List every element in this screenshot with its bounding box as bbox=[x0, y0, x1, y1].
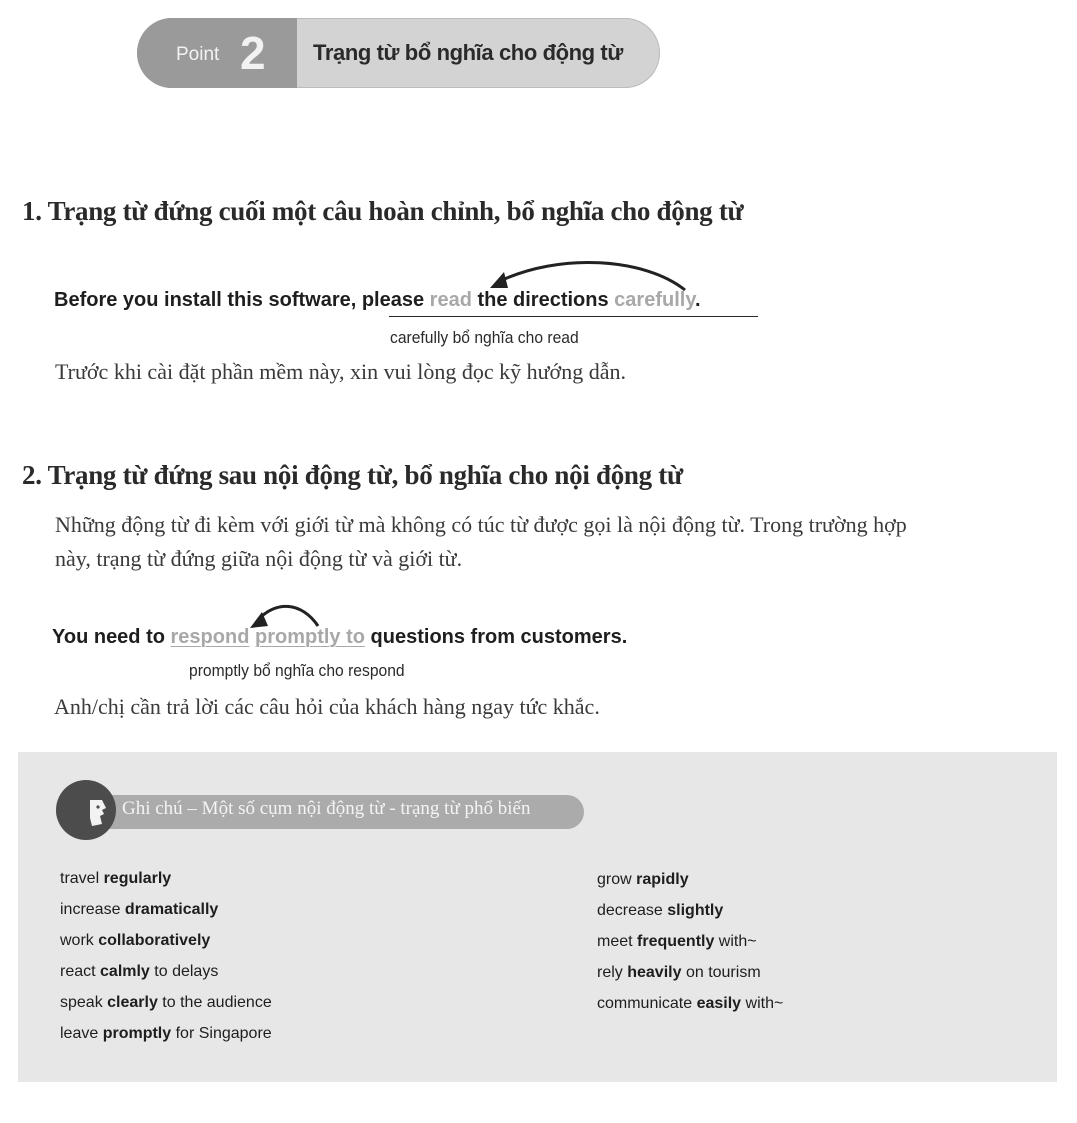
example1-part1: Before you install this software, bbox=[54, 289, 362, 311]
section2-heading: 2. Trạng từ đứng sau nội động từ, bổ nghĩa cho nội động từ bbox=[22, 460, 683, 490]
speaking-face-icon bbox=[84, 798, 110, 828]
example1-underline bbox=[389, 316, 758, 317]
phrase-item: work collaboratively bbox=[60, 932, 211, 949]
example1-note: carefully bổ nghĩa cho read bbox=[390, 328, 579, 347]
phrase-item: react calmly to delays bbox=[60, 963, 219, 980]
phrase-item: grow rapidly bbox=[597, 871, 689, 888]
example2-part2: questions from customers. bbox=[364, 626, 628, 648]
section1-heading: 1. Trạng từ đứng cuối một câu hoàn chỉnh, bổ nghĩa cho động từ bbox=[22, 196, 744, 226]
point-header bbox=[137, 18, 660, 88]
phrase-item: speak clearly to the audience bbox=[60, 994, 272, 1011]
example2-part1: You need to bbox=[52, 626, 171, 648]
tip-left-column bbox=[60, 870, 272, 1056]
example1-verb: read bbox=[429, 289, 472, 311]
example1-part2: please bbox=[361, 289, 430, 311]
example2-translation: Anh/chị cần trả lời các câu hỏi của khách hàng ngay tức khắc. bbox=[54, 694, 600, 719]
example1-part4: . bbox=[694, 289, 701, 311]
point-number: 2 bbox=[240, 27, 266, 79]
phrase-item: travel regularly bbox=[60, 870, 172, 887]
example2-note: promptly bổ nghĩa cho respond bbox=[189, 661, 405, 680]
example2-verb: respond bbox=[170, 626, 250, 648]
example1-adverb: carefully bbox=[614, 289, 695, 311]
phrase-item: rely heavily on tourism bbox=[597, 964, 761, 981]
example2-adverb: promptly to bbox=[254, 626, 365, 648]
point-title: Trạng từ bổ nghĩa cho động từ bbox=[313, 40, 623, 65]
section2-body-line1: Những động từ đi kèm với giới từ mà không có túc từ được gọi là nội động từ. Trong trường hợp bbox=[55, 512, 907, 537]
phrase-item: decrease slightly bbox=[597, 902, 724, 919]
example1-translation: Trước khi cài đặt phần mềm này, xin vui lòng đọc kỹ hướng dẫn. bbox=[55, 359, 626, 384]
tip-title: Ghi chú – Một số cụm nội động từ - trạng từ phổ biến bbox=[122, 798, 531, 819]
example-sentence-1 bbox=[54, 289, 701, 312]
phrase-item: communicate easily with~ bbox=[597, 995, 784, 1012]
phrase-item: increase dramatically bbox=[60, 901, 219, 918]
phrase-item: meet frequently with~ bbox=[597, 933, 757, 950]
example1-part3: the directions bbox=[471, 289, 615, 311]
phrase-item: leave promptly for Singapore bbox=[60, 1025, 272, 1042]
example-sentence-2 bbox=[52, 626, 627, 649]
point-label: Point bbox=[176, 44, 220, 65]
section2-body-line2: này, trạng từ đứng giữa nội động từ và giới từ. bbox=[55, 546, 463, 571]
tip-right-column bbox=[597, 871, 783, 1026]
